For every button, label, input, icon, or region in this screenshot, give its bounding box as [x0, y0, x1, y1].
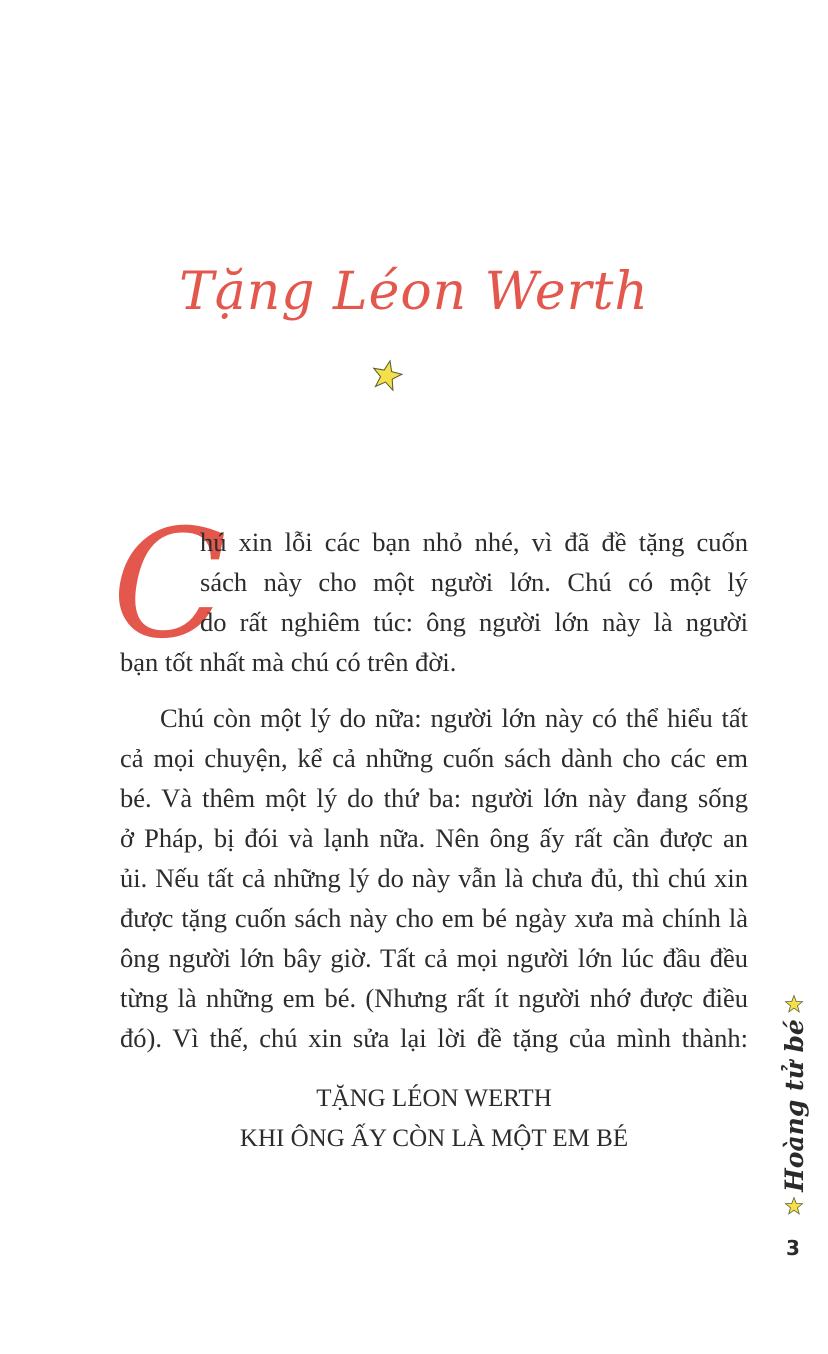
book-title-text: Hoàng tử bé [779, 1018, 809, 1192]
text-line: ông người lớn bây giờ. Tất cả mọi người lớn lúc đầu đều [120, 943, 748, 973]
text-line: đó). Vì thế, chú xin sửa lại lời đề tặng của mình thành: [120, 1023, 748, 1053]
text-line: cả mọi chuyện, kể cả những cuốn sách dành cho các em [120, 743, 748, 773]
star-icon [784, 994, 804, 1014]
text-line: Chú còn một lý do nữa: người lớn này có thể hiểu tất [160, 703, 748, 733]
page-title: Tặng Léon Werth [179, 262, 649, 322]
dedication-line-2: KHI ÔNG ẤY CÒN LÀ MỘT EM BÉ [239, 1125, 629, 1152]
text-line: bạn tốt nhất mà chú có trên đời. [120, 647, 457, 677]
text-line: do rất nghiêm túc: ông người lớn này là người [200, 607, 748, 637]
star-icon [784, 1196, 804, 1216]
text-line: ủi. Nếu tất cả những lý do này vẫn là chưa đủ, thì chú xin [120, 863, 748, 893]
text-line: bé. Và thêm một lý do thứ ba: người lớn này đang sống [120, 783, 748, 813]
text-line: được tặng cuốn sách này cho em bé ngày xưa mà chính là [120, 903, 748, 933]
text-line: ở Pháp, bị đói và lạnh nữa. Nên ông ấy rất cần được an [120, 823, 748, 853]
dedication-line-1: TẶNG LÉON WERTH [316, 1085, 552, 1112]
page-number: 3 [786, 1236, 800, 1260]
star-icon [370, 358, 404, 392]
paragraph-2-body [120, 698, 748, 1058]
drop-cap: C [112, 498, 227, 672]
paragraph-1-indented [200, 522, 748, 642]
running-book-title [776, 1020, 812, 1190]
paragraph-1-last-line [120, 642, 748, 682]
text-line: sách này cho một người lớn. Chú có một lý [200, 567, 748, 597]
text-line: hú xin lỗi các bạn nhỏ nhé, vì đã đề tặng cuốn [200, 527, 748, 557]
text-line: từng là những em bé. (Nhưng rất ít người nhớ được điều [120, 983, 748, 1013]
